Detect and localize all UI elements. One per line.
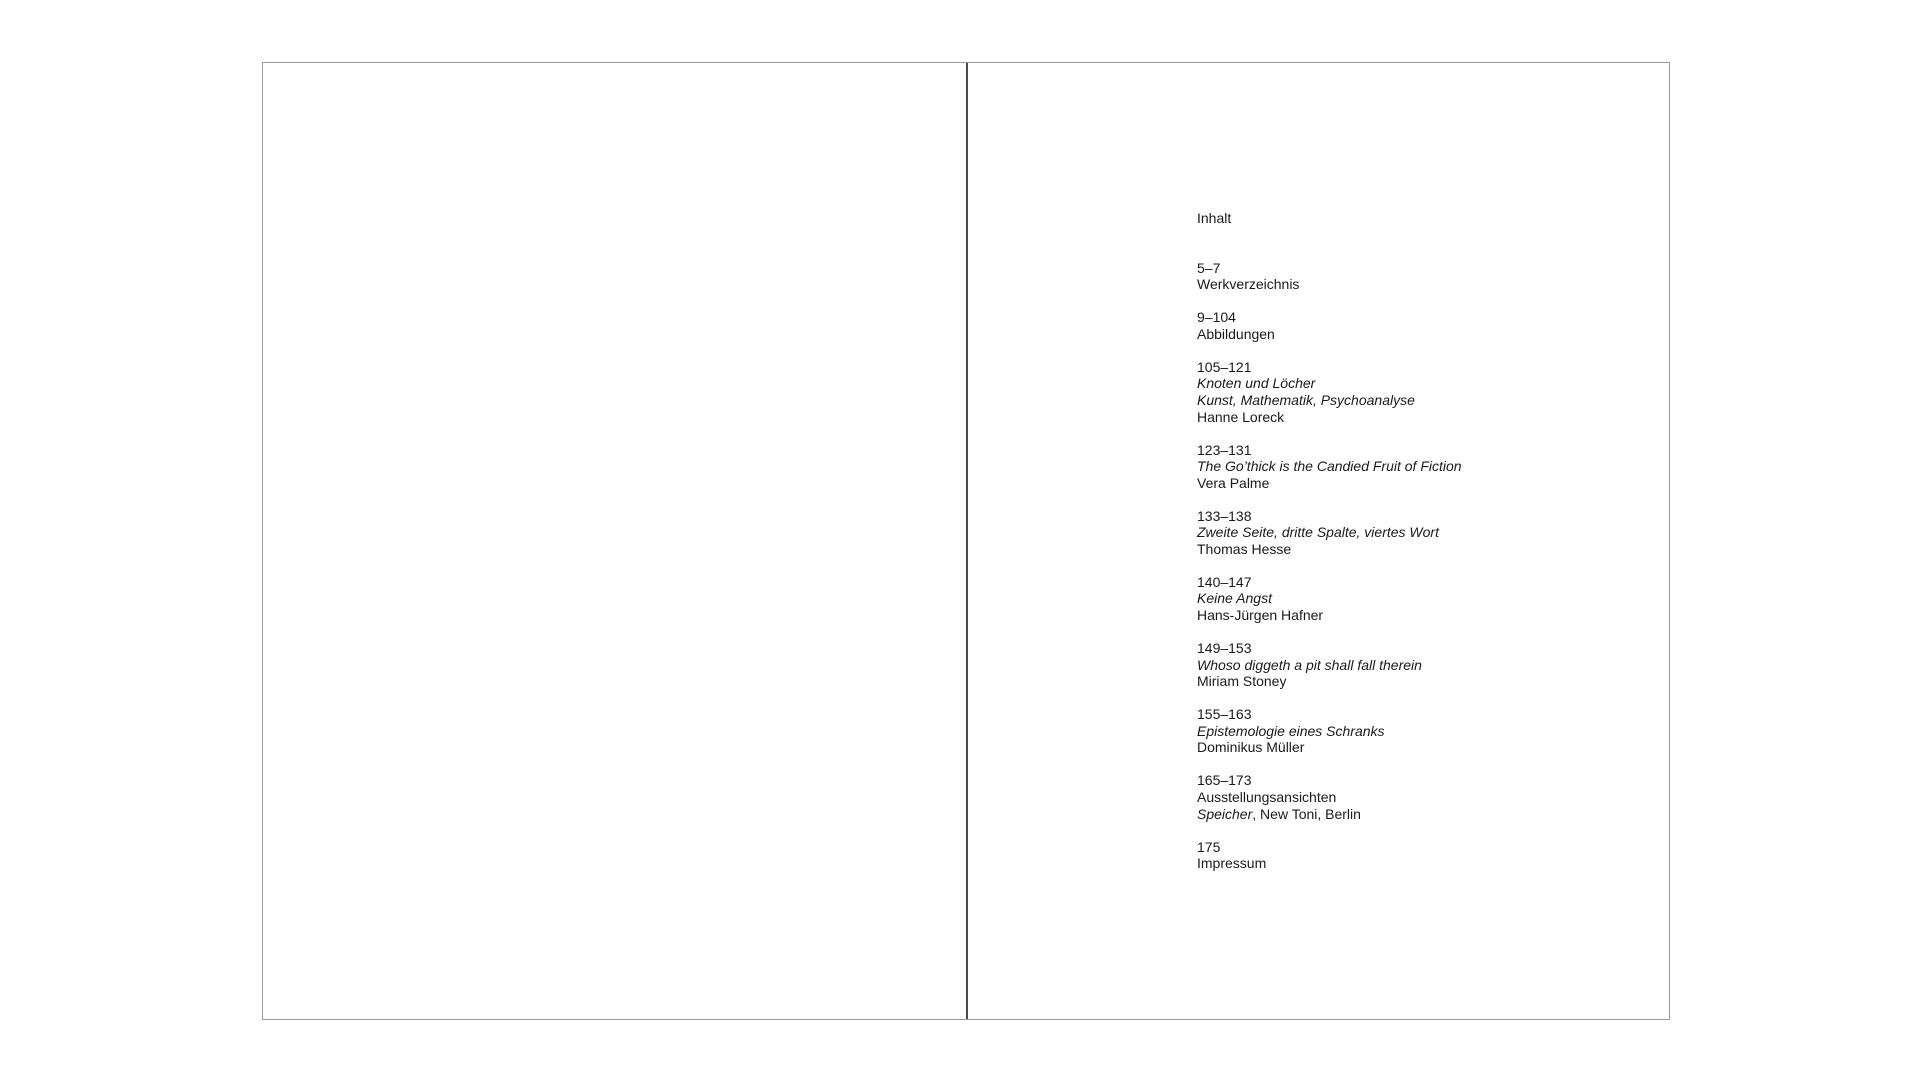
toc-entry-text: Speicher [1197, 805, 1253, 822]
toc-entry [1197, 442, 1462, 492]
toc-entry [1197, 309, 1462, 342]
toc-entry-line [1197, 739, 1462, 756]
toc-page-range: 175 [1197, 838, 1221, 855]
toc-entry-text: Dominikus Müller [1197, 739, 1305, 756]
toc-entry-line [1197, 458, 1462, 475]
toc-entry-text: Werkverzeichnis [1197, 276, 1300, 293]
toc-entry [1197, 359, 1462, 425]
toc-entry [1197, 574, 1462, 624]
toc-entry-line [1197, 326, 1462, 343]
toc-page-range: 9–104 [1197, 309, 1236, 326]
toc-entry-line [1197, 590, 1462, 607]
toc-entry [1197, 508, 1462, 558]
left-page [263, 63, 966, 1019]
toc-entry [1197, 640, 1462, 690]
toc-entry-text: Zweite Seite, dritte Spalte, viertes Wort [1197, 524, 1439, 541]
toc-entry-text: Impressum [1197, 855, 1267, 872]
toc-page-range: 133–138 [1197, 507, 1252, 524]
toc-entry-text: Vera Palme [1197, 474, 1270, 491]
toc-page-range: 155–163 [1197, 706, 1252, 723]
toc-entry [1197, 839, 1462, 872]
toc-heading: Inhalt [1197, 210, 1232, 226]
toc-entry-line [1197, 392, 1462, 409]
toc-entry-line [1197, 657, 1462, 674]
toc-entry-line [1197, 607, 1462, 624]
toc-page-range: 149–153 [1197, 640, 1252, 657]
toc-entry-text: Hanne Loreck [1197, 408, 1285, 425]
toc-entry-line [1197, 475, 1462, 492]
toc-entry-text: The Go’thick is the Candied Fruit of Fiction [1197, 458, 1462, 475]
toc-entry-line [1197, 524, 1462, 541]
toc-entry-text: Thomas Hesse [1197, 540, 1292, 557]
toc-entry-line [1197, 541, 1462, 558]
toc-entry-line [1197, 409, 1462, 426]
toc-entry-text: Abbildungen [1197, 325, 1275, 342]
toc-page-range: 123–131 [1197, 441, 1252, 458]
toc-entry-text-rest: , New Toni, Berlin [1252, 805, 1361, 822]
toc-entry-text: Knoten und Löcher [1197, 375, 1316, 392]
toc-page-range: 5–7 [1197, 259, 1221, 276]
toc-page-range: 140–147 [1197, 573, 1252, 590]
toc-entry [1197, 772, 1462, 822]
toc-entry [1197, 260, 1462, 293]
toc-entry-text: Keine Angst [1197, 590, 1272, 607]
toc-page-range: 105–121 [1197, 358, 1252, 375]
toc-entry-line [1197, 723, 1462, 740]
toc-entries [1197, 260, 1462, 872]
table-of-contents [1197, 210, 1462, 888]
toc-entry-text: Miriam Stoney [1197, 673, 1287, 690]
toc-entry-text: Hans-Jürgen Hafner [1197, 607, 1324, 624]
toc-entry-line [1197, 855, 1462, 872]
toc-entry-text: Ausstellungsansichten [1197, 788, 1337, 805]
toc-entry-line [1197, 673, 1462, 690]
toc-entry-line [1197, 806, 1462, 823]
toc-entry [1197, 706, 1462, 756]
toc-page-range: 165–173 [1197, 772, 1252, 789]
toc-entry-text: Kunst, Mathematik, Psychoanalyse [1197, 391, 1415, 408]
toc-entry-line [1197, 375, 1462, 392]
toc-entry-line [1197, 789, 1462, 806]
toc-entry-text: Epistemologie eines Schranks [1197, 722, 1385, 739]
toc-entry-text: Whoso diggeth a pit shall fall therein [1197, 656, 1422, 673]
toc-entry-line [1197, 276, 1462, 293]
